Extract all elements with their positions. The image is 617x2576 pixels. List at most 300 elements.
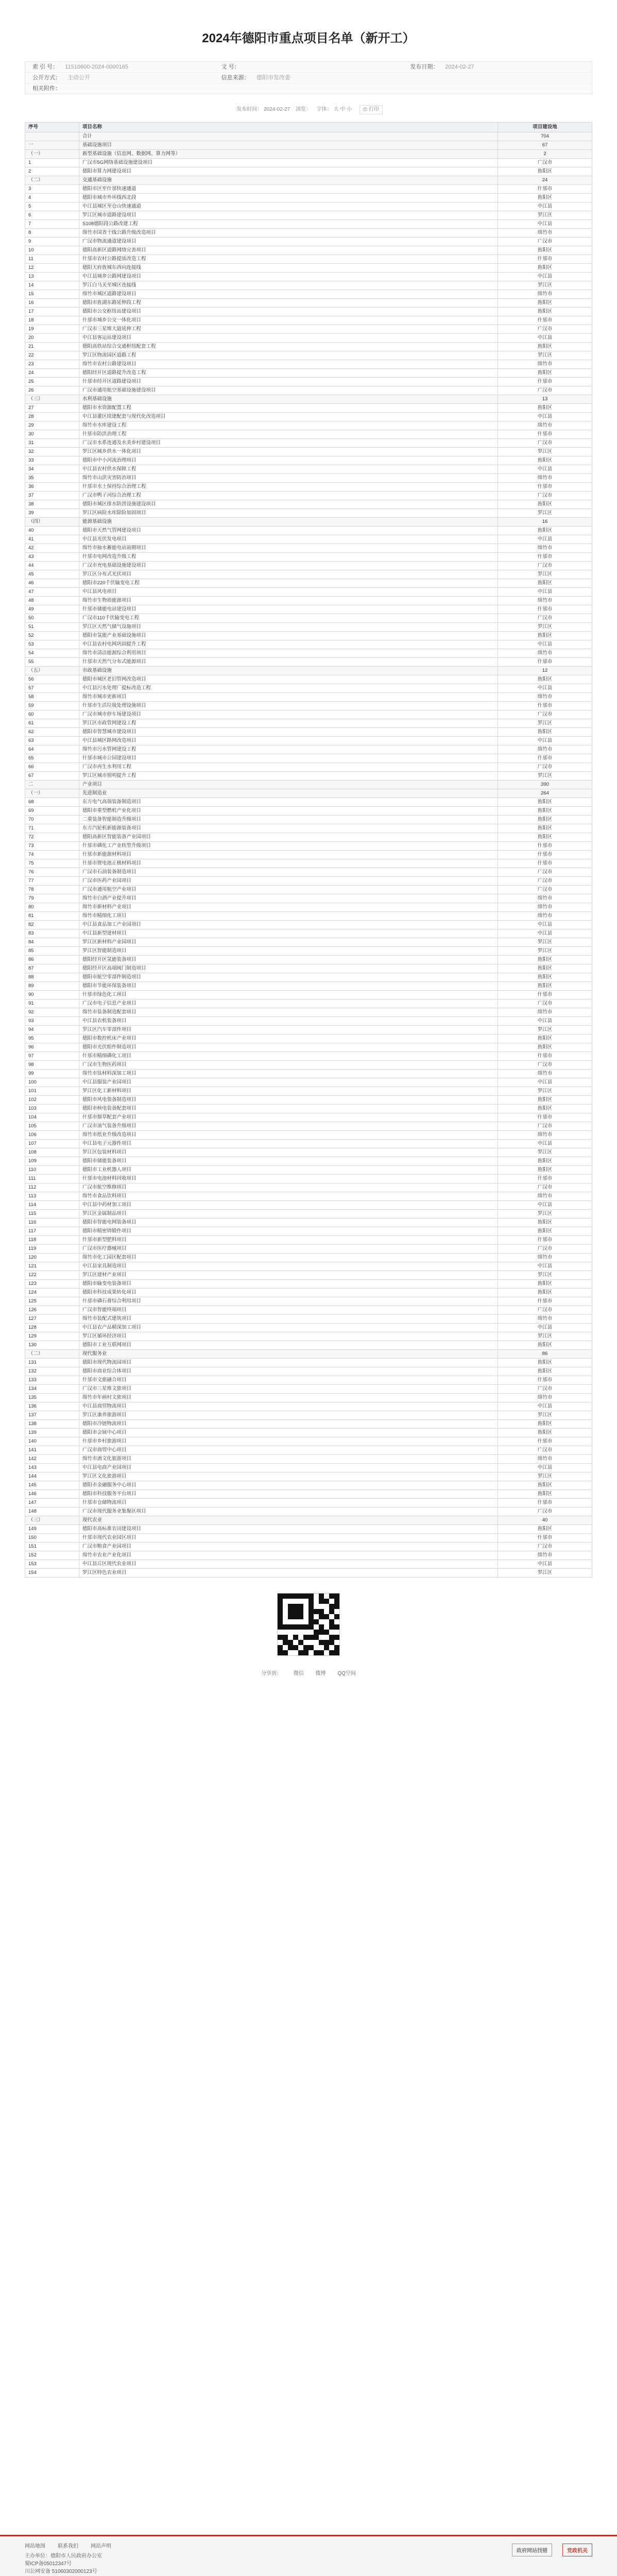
row-location: 什邡市 [498,859,592,868]
row-location: 绵竹市 [498,1455,592,1464]
table-row [25,544,592,553]
row-location: 绵竹市 [498,360,592,369]
row-index: 106 [25,1131,79,1140]
row-location: 广汉市 [498,877,592,886]
table-row [25,658,592,667]
row-project-name: 罗江区化工新材料项目 [79,1087,498,1096]
source-value: 德阳市发改委 [256,75,290,81]
project-table [25,122,592,1578]
row-project-name: 什邡市仓储物流项目 [79,1499,498,1507]
footer-badges [512,2544,592,2556]
row-location: 旌阳区 [498,1359,592,1367]
row-location: 什邡市 [498,378,592,386]
table-row [25,150,592,159]
row-location: 什邡市 [498,1236,592,1245]
row-location: 40 [498,1516,592,1525]
row-index: 66 [25,763,79,772]
row-index: 35 [25,474,79,483]
row-index: 107 [25,1140,79,1148]
article-toolbar [25,104,592,116]
table-row [25,255,592,264]
row-index: 124 [25,1289,79,1297]
row-project-name: 新型基础设施（信息网、数据网、算力网等） [79,150,498,159]
table-row [25,1411,592,1420]
row-location: 中江县 [498,684,592,693]
row-location: 罗江区 [498,719,592,728]
row-project-name: 什邡市烟草配套产业项目 [79,1113,498,1122]
row-project-name: 罗江区城乡供水一体化项目 [79,448,498,456]
row-project-name: 广汉市充电基础设施建设项目 [79,562,498,570]
row-project-name: 广汉市5G网络基础设施建设项目 [79,159,498,167]
share-qzone-button[interactable]: QQ空间 [337,1671,356,1676]
row-location: 旌阳区 [498,632,592,640]
table-row [25,640,592,649]
page-title: 2024年德阳市重点项目名单（新开工） [202,31,415,45]
row-index: 115 [25,1210,79,1218]
table-row [25,360,592,369]
table-row [25,1315,592,1324]
row-location: 旌阳区 [498,1429,592,1437]
header-location: 项目建设地 [498,123,592,132]
table-row [25,132,592,141]
row-project-name: 德阳高铁站综合交通枢纽配套工程 [79,343,498,351]
row-location: 旌阳区 [498,816,592,824]
row-index: 43 [25,553,79,562]
table-row [25,1507,592,1516]
row-project-name: 德阳市储能装备项目 [79,1157,498,1166]
row-location: 罗江区 [498,570,592,579]
table-row [25,675,592,684]
row-location: 中江县 [498,1324,592,1332]
table-row [25,1201,592,1210]
row-index: 141 [25,1446,79,1455]
row-location: 12 [498,667,592,675]
row-location: 旌阳区 [498,1166,592,1175]
share-wechat-button[interactable]: 微信 [293,1671,304,1676]
table-row [25,1490,592,1499]
row-location: 罗江区 [498,1087,592,1096]
row-location: 中江县 [498,334,592,343]
row-project-name: 中江县商贸物流项目 [79,1402,498,1411]
table-row [25,176,592,185]
row-index: 1 [25,159,79,167]
row-index: 56 [25,675,79,684]
row-index: 119 [25,1245,79,1253]
row-location: 罗江区 [498,509,592,518]
table-row [25,1105,592,1113]
table-row [25,343,592,351]
row-index: 134 [25,1385,79,1394]
row-project-name: 广汉市鸭子河综合治理工程 [79,492,498,500]
row-location: 中江县 [498,202,592,211]
row-project-name: 什邡市新能源材料项目 [79,851,498,859]
table-row [25,1306,592,1315]
row-location: 旌阳区 [498,1341,592,1350]
row-index: 98 [25,1061,79,1070]
row-location: 什邡市 [498,1175,592,1183]
row-location: 绵竹市 [498,894,592,903]
row-location: 中江县 [498,1464,592,1472]
row-project-name: 什邡市绿色化工项目 [79,991,498,999]
row-index: 9 [25,238,79,246]
row-project-name: 能源基础设施 [79,518,498,527]
row-index: 127 [25,1315,79,1324]
row-project-name: 德阳市天然气管网建设项目 [79,527,498,535]
row-location: 86 [498,1350,592,1359]
table-row [25,1472,592,1481]
row-project-name: 中江县农机装备项目 [79,1017,498,1026]
row-index: 129 [25,1332,79,1341]
row-index: （二） [25,176,79,185]
row-index: 84 [25,938,79,947]
table-row [25,211,592,220]
row-location: 704 [498,132,592,141]
row-project-name: 罗江区市政管网建设工程 [79,719,498,728]
table-row [25,456,592,465]
row-project-name: 德阳市旌湖东路延伸段工程 [79,299,498,308]
row-location: 390 [498,781,592,789]
row-index: 6 [25,211,79,220]
footer-sponsor: 主办单位：德阳市人民政府办公室 [25,2553,102,2559]
row-index: 57 [25,684,79,693]
table-row [25,264,592,273]
table-row [25,202,592,211]
row-project-name: 德阳市工业机器人项目 [79,1166,498,1175]
table-row [25,605,592,614]
row-index: 54 [25,649,79,658]
share-weibo-button[interactable]: 微博 [315,1671,326,1676]
row-index: （三） [25,395,79,404]
share-label: 分享到： [261,1671,282,1676]
row-index: 137 [25,1411,79,1420]
table-row [25,448,592,456]
row-location: 旌阳区 [498,973,592,982]
row-project-name: 中江县城区路网改造项目 [79,737,498,745]
table-row [25,351,592,360]
row-location: 广汉市 [498,439,592,448]
row-location: 什邡市 [498,605,592,614]
row-project-name: 罗江区病险水库除险加固项目 [79,509,498,518]
row-location: 广汉市 [498,492,592,500]
row-index: 32 [25,448,79,456]
row-location: 旌阳区 [498,675,592,684]
row-index: 46 [25,579,79,588]
font-large-button[interactable]: 大 [333,107,339,112]
print-button[interactable] [359,105,383,114]
row-location: 什邡市 [498,316,592,325]
row-project-name: 中江县灌区续建配套与现代化改造项目 [79,413,498,421]
row-project-name: 德阳市220千伏输变电工程 [79,579,498,588]
row-location: 绵竹市 [498,1394,592,1402]
table-row [25,430,592,439]
row-location: 广汉市 [498,1543,592,1551]
row-index: （四） [25,518,79,527]
table-row [25,737,592,745]
row-index: 75 [25,859,79,868]
table-row [25,842,592,851]
row-project-name: 广汉市航空维修项目 [79,1183,498,1192]
row-location: 什邡市 [498,1499,592,1507]
row-location: 罗江区 [498,947,592,956]
row-location: 67 [498,141,592,150]
row-project-name: 广汉市油气装备升级项目 [79,1122,498,1131]
table-row [25,1096,592,1105]
row-project-name: 什邡市天然气分布式能源项目 [79,658,498,667]
row-location: 广汉市 [498,562,592,570]
row-location: 什邡市 [498,553,592,562]
row-location: 罗江区 [498,1411,592,1420]
row-location: 罗江区 [498,448,592,456]
row-project-name: 德阳市高标准农田建设项目 [79,1525,498,1534]
row-index: 138 [25,1420,79,1429]
row-location: 绵竹市 [498,912,592,921]
row-index: 41 [25,535,79,544]
table-row [25,1026,592,1035]
row-index: （一） [25,789,79,798]
row-project-name: 绵竹市酒文化旅游项目 [79,1455,498,1464]
docno-label: 文 号： [221,64,240,70]
table-row [25,1113,592,1122]
row-project-name: 中江县电子元器件项目 [79,1140,498,1148]
footer-icp: 蜀ICP备05012347号 [25,2561,72,2567]
table-row [25,386,592,395]
row-project-name: 德阳市氢能产业基础设施项目 [79,632,498,640]
row-index: 37 [25,492,79,500]
row-project-name: 中江县新型建材项目 [79,929,498,938]
row-project-name: 中江县丘区现代农业项目 [79,1560,498,1569]
row-location: 广汉市 [498,886,592,894]
row-index: 133 [25,1376,79,1385]
row-project-name: 德阳市冷链物流项目 [79,1420,498,1429]
table-row [25,273,592,281]
row-index: 102 [25,1096,79,1105]
row-location: 什邡市 [498,1437,592,1446]
table-row [25,1297,592,1306]
party-org-badge[interactable]: 党政机关 [562,2544,592,2556]
row-project-name: 广汉市商贸中心项目 [79,1446,498,1455]
table-row [25,982,592,991]
font-medium-button[interactable]: 中 [340,107,346,112]
row-project-name: 德阳高新区智能装备产业园项目 [79,833,498,842]
table-row [25,728,592,737]
printer-icon: ⎙ [363,107,367,112]
row-location: 旌阳区 [498,308,592,316]
row-project-name: 德阳市现代物流园项目 [79,1359,498,1367]
row-project-name: 什邡市现代农业园区项目 [79,1534,498,1543]
row-location: 绵竹市 [498,421,592,430]
row-location: 旌阳区 [498,1420,592,1429]
publish-time-label: 发布时间： [236,107,263,112]
row-project-name: 罗江区循环经济项目 [79,1332,498,1341]
print-label: 打印 [368,107,379,112]
table-row [25,991,592,999]
row-index: 150 [25,1534,79,1543]
table-row [25,238,592,246]
row-project-name: 绵竹市山洪灾害防治项目 [79,474,498,483]
row-project-name: 绵竹市国省干线公路升级改造项目 [79,229,498,238]
row-index: 135 [25,1394,79,1402]
row-location: 旌阳区 [498,1218,592,1227]
row-index: 20 [25,334,79,343]
table-row [25,745,592,754]
row-index: 25 [25,378,79,386]
row-location: 绵竹市 [498,1551,592,1560]
row-project-name: 德阳市科技成果转化项目 [79,1289,498,1297]
row-project-name: 广汉市三星堆大道延伸工程 [79,325,498,334]
row-location: 旌阳区 [498,500,592,509]
row-index: 50 [25,614,79,623]
row-project-name: 什邡市文旅融合项目 [79,1376,498,1385]
row-project-name: 广汉市粮食产业园项目 [79,1543,498,1551]
row-project-name: 德阳市风电装备制造项目 [79,1096,498,1105]
table-row [25,325,592,334]
table-row [25,947,592,956]
row-index: 59 [25,702,79,710]
row-index: 15 [25,290,79,299]
row-location: 16 [498,518,592,527]
table-row [25,141,592,150]
row-project-name: 中江县客运站建设项目 [79,334,498,343]
row-project-name: 罗江区康养旅游项目 [79,1411,498,1420]
row-location: 旌阳区 [498,1157,592,1166]
footer-link-contact[interactable]: 联系我们 [58,2544,78,2549]
row-project-name: 德阳天府旌城东西向连接线 [79,264,498,273]
table-row [25,693,592,702]
row-project-name: 基础设施项目 [79,141,498,150]
row-index: 二 [25,781,79,789]
row-location: 广汉市 [498,386,592,395]
row-index [25,132,79,141]
row-location: 罗江区 [498,1210,592,1218]
row-location: 旌阳区 [498,369,592,378]
row-project-name: 什邡市电池材料回收项目 [79,1175,498,1183]
row-index: 97 [25,1052,79,1061]
row-index: 114 [25,1201,79,1210]
table-row [25,1157,592,1166]
row-index: 91 [25,999,79,1008]
row-index: 29 [25,421,79,430]
row-location: 广汉市 [498,1385,592,1394]
row-location: 旌阳区 [498,299,592,308]
table-row [25,334,592,343]
row-project-name: 德阳市重型燃机产业化项目 [79,807,498,816]
row-index: 23 [25,360,79,369]
row-location: 广汉市 [498,1183,592,1192]
row-location: 13 [498,395,592,404]
table-row [25,964,592,973]
table-row [25,868,592,877]
row-index: 60 [25,710,79,719]
gov-error-badge[interactable]: 政府网站找错 [512,2544,552,2556]
row-index: 19 [25,325,79,334]
table-row [25,439,592,448]
table-row [25,807,592,816]
table-row [25,185,592,194]
row-project-name: 广汉市现代服务业集聚区项目 [79,1507,498,1516]
row-project-name: 绵竹市化工园区配套项目 [79,1253,498,1262]
table-row [25,378,592,386]
footer-link-statement[interactable]: 网站声明 [91,2544,111,2549]
row-index: 142 [25,1455,79,1464]
row-index: 132 [25,1367,79,1376]
row-index: 131 [25,1359,79,1367]
row-index: 117 [25,1227,79,1236]
row-location: 旌阳区 [498,1043,592,1052]
table-row [25,483,592,492]
row-index: 63 [25,737,79,745]
font-small-button[interactable]: 小 [347,107,352,112]
row-location: 罗江区 [498,1569,592,1578]
table-row [25,798,592,807]
row-location: 旌阳区 [498,1227,592,1236]
table-row [25,299,592,308]
row-index: 58 [25,693,79,702]
row-location: 绵竹市 [498,693,592,702]
row-index: 136 [25,1402,79,1411]
row-location: 旌阳区 [498,264,592,273]
row-project-name: 罗江区城市道路建设项目 [79,211,498,220]
row-project-name: 什邡市防洪治理工程 [79,430,498,439]
row-project-name: 什邡市经开区道路建设项目 [79,378,498,386]
row-project-name: 现代农业 [79,1516,498,1525]
row-location: 绵竹市 [498,1192,592,1201]
project-table-wrap [25,122,592,1578]
row-project-name: 广汉市智能终端项目 [79,1306,498,1315]
row-index: 145 [25,1481,79,1490]
table-row [25,369,592,378]
row-index: 42 [25,544,79,553]
footer-link-sitemap[interactable]: 网站地图 [25,2544,45,2549]
row-location: 旌阳区 [498,1280,592,1289]
row-location: 中江县 [498,465,592,474]
row-location: 什邡市 [498,842,592,851]
row-location: 广汉市 [498,1122,592,1131]
publisher-label: 公开方式： [32,75,61,81]
table-row [25,614,592,623]
meta-box [25,61,592,94]
row-location: 中江县 [498,1262,592,1271]
table-row [25,1402,592,1411]
table-row [25,754,592,763]
row-index: 44 [25,562,79,570]
row-project-name: 中江县城区至仓山快速通道 [79,202,498,211]
row-location: 中江县 [498,1078,592,1087]
row-project-name: S108德阳段公路改建工程 [79,220,498,229]
row-project-name: 中江县服装产业园项目 [79,1078,498,1087]
row-project-name: 绵竹市年画村文旅项目 [79,1394,498,1402]
row-project-name: 绵竹市纸业升级改造项目 [79,1131,498,1140]
publish-time-value: 2024-02-27 [264,107,290,112]
row-project-name: 德阳市输变电装备项目 [79,1280,498,1289]
row-index: 105 [25,1122,79,1131]
row-location: 什邡市 [498,1297,592,1306]
row-location: 广汉市 [498,238,592,246]
row-location: 广汉市 [498,763,592,772]
row-location: 绵竹市 [498,229,592,238]
row-project-name: 中江县光伏发电项目 [79,535,498,544]
table-row [25,1017,592,1026]
row-index: 149 [25,1525,79,1534]
row-index: 103 [25,1105,79,1113]
row-location: 绵竹市 [498,1008,592,1017]
qr-code-wrap [277,1593,340,1656]
table-header-row [25,123,592,132]
row-location: 罗江区 [498,1472,592,1481]
row-index: 120 [25,1253,79,1262]
index-label: 索 引 号： [32,64,59,70]
row-index: 26 [25,386,79,395]
table-row [25,772,592,781]
